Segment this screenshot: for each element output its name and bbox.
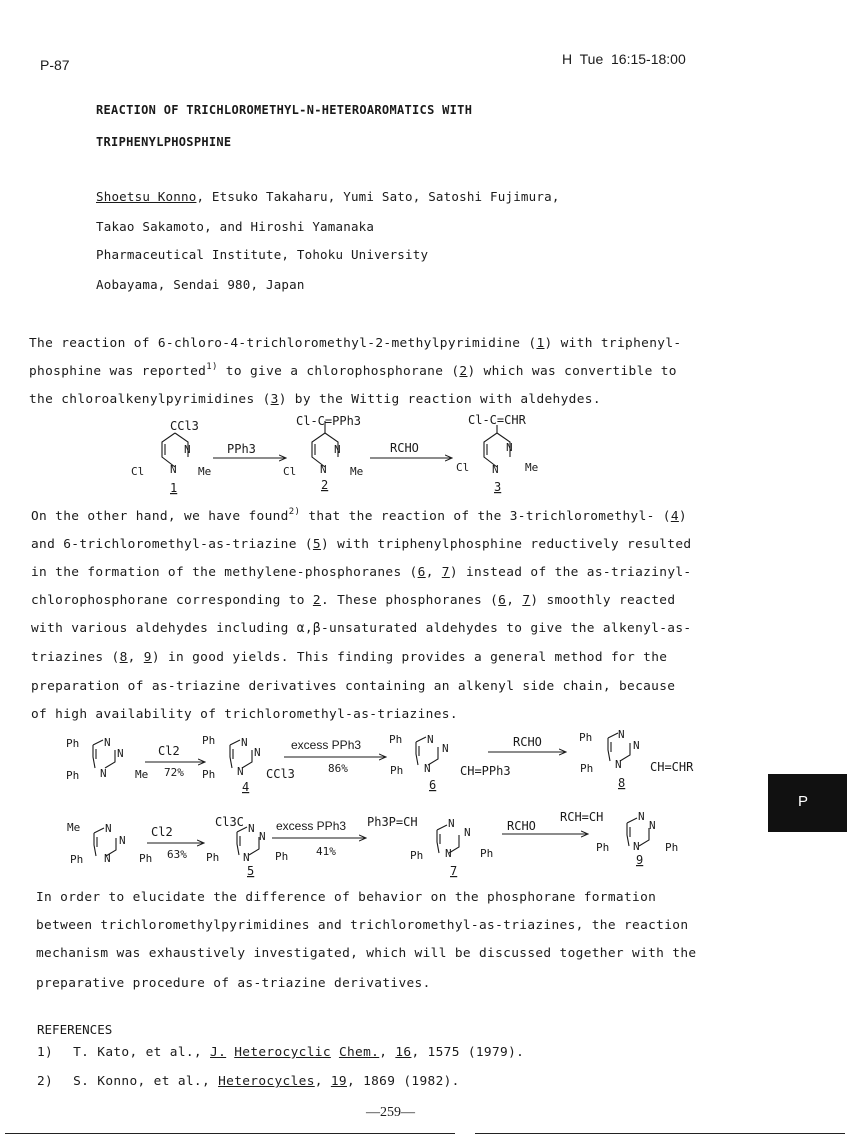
text: [331, 1045, 339, 1060]
c8-n1: N: [618, 728, 625, 741]
c9-substituent: RCH=CH: [560, 810, 604, 824]
c5-substituent: Cl3C: [215, 815, 244, 829]
reference-number: 2): [37, 1074, 54, 1089]
sm2-ph1: Ph: [70, 853, 84, 866]
text: to give a chlorophosphorane (: [217, 364, 460, 379]
text: S. Konno, et al.,: [73, 1074, 219, 1089]
compound-3-label: 3: [494, 480, 502, 494]
text: ) by the Wittig reaction with aldehydes.: [278, 392, 601, 407]
compound-2-label: 2: [321, 478, 329, 492]
c6-substituent: CH=PPh3: [460, 764, 511, 778]
text: ) instead of the as-triazinyl-: [449, 565, 692, 580]
compound-ref: 6: [498, 593, 507, 608]
compound-ref: 2: [459, 364, 468, 379]
c8-ph2: Ph: [580, 762, 594, 775]
sm2-me: Me: [67, 821, 81, 834]
affiliation-line1: Pharmaceutical Institute, Tohoku University: [96, 247, 429, 262]
text: the chloroalkenylpyrimidines (: [29, 392, 271, 407]
compound-2-n: N: [334, 443, 341, 456]
compound-1-n2: N: [170, 463, 177, 476]
sm2-ph2: Ph: [139, 852, 153, 865]
compound-2-substituent: Cl-C=PPh3: [296, 414, 362, 428]
page-number: —259—: [366, 1105, 415, 1120]
compound-2-n2: N: [320, 463, 327, 476]
text: that the reaction of the 3-trichloromethyl- (: [300, 509, 671, 524]
text: On the other hand, we have found: [31, 509, 289, 524]
compound-3-n2: N: [492, 463, 499, 476]
c9-ph2: Ph: [665, 841, 679, 854]
text: phosphine was reported: [29, 364, 207, 379]
c5-n3: N: [243, 851, 250, 864]
text: ,: [379, 1045, 396, 1060]
r2-a1-yield: 63%: [167, 848, 187, 861]
c8-n2: N: [633, 739, 640, 752]
para2-line5: with various aldehydes including α,β-unsaturated aldehydes to give the alkenyl-as-: [31, 621, 692, 636]
r1-a2-yield: 86%: [328, 762, 348, 775]
c8-n3: N: [615, 758, 622, 771]
arrow2-reagent: RCHO: [390, 441, 419, 455]
text: and 6-trichloromethyl-as-triazine (: [31, 537, 313, 552]
session-time: H Tue 16:15-18:00: [562, 51, 686, 67]
c9-n3: N: [633, 840, 640, 853]
r1-a3-reagent: RCHO: [513, 735, 542, 749]
c7-ph2: Ph: [480, 847, 494, 860]
presenting-author: Shoetsu Konno: [96, 189, 197, 204]
sm1-me: Me: [135, 768, 149, 781]
text: triazines (: [31, 650, 120, 665]
c9-n2: N: [649, 819, 656, 832]
compound-ref: 1: [536, 336, 545, 351]
text: ) with triphenyl-: [544, 336, 682, 351]
c7-n2: N: [464, 826, 471, 839]
c5-n2: N: [259, 830, 266, 843]
c8-ph1: Ph: [579, 731, 593, 744]
volume: 16: [395, 1045, 412, 1060]
compound-ref: 8: [119, 650, 128, 665]
sm1-n2: N: [117, 747, 124, 760]
sm1-ph2: Ph: [66, 769, 80, 782]
text: ,: [314, 1074, 331, 1089]
citation: 1): [206, 362, 218, 372]
c8-substituent: CH=CHR: [650, 760, 694, 774]
c7-ph1: Ph: [410, 849, 424, 862]
para3-line2: between trichloromethylpyrimidines and trichloromethyl-as-triazines, the reaction: [36, 918, 689, 933]
compound-2-me: Me: [350, 465, 364, 478]
r1-a1-yield: 72%: [164, 766, 184, 779]
sm1-n3: N: [100, 767, 107, 780]
c5-ph2: Ph: [275, 850, 289, 863]
reference-1: [37, 1045, 524, 1060]
journal: Heterocycles: [218, 1074, 315, 1089]
journal: J.: [210, 1045, 227, 1060]
para2-line8: of high availability of trichloromethyl-as-triazines.: [31, 707, 458, 722]
compound-3-me: Me: [525, 461, 539, 474]
text: ): [678, 509, 687, 524]
text: chlorophosphorane corresponding to: [31, 593, 313, 608]
compound-9-label: 9: [636, 853, 644, 867]
c4-n3: N: [237, 765, 244, 778]
c6-n3: N: [424, 762, 431, 775]
para3-line3: mechanism was exhaustively investigated, which will be discussed together with the: [36, 946, 697, 961]
c5-n1: N: [248, 822, 255, 835]
text: , 1575 (1979).: [411, 1045, 525, 1060]
sm1-n1: N: [104, 736, 111, 749]
text: , 1869 (1982).: [346, 1074, 460, 1089]
text: ) which was convertible to: [467, 364, 677, 379]
footer-rule-right: [475, 1133, 845, 1134]
compound-6-label: 6: [429, 778, 437, 792]
compound-1-substituent: CCl3: [170, 419, 199, 433]
text: [226, 1045, 234, 1060]
sm2-n1: N: [105, 822, 112, 835]
para2-line7: preparation of as-triazine derivatives containing an alkenyl side chain, because: [31, 679, 676, 694]
r2-a1-reagent: Cl2: [151, 825, 173, 839]
compound-3-cl: Cl: [456, 461, 470, 474]
r2-a3-reagent: RCHO: [507, 819, 536, 833]
c4-ph2: Ph: [202, 768, 216, 781]
compound-2-cl: Cl: [283, 465, 297, 478]
c6-ph2: Ph: [390, 764, 404, 777]
compound-ref: 7: [441, 565, 450, 580]
compound-ref: 4: [670, 509, 679, 524]
journal: Heterocyclic: [234, 1045, 331, 1060]
compound-1-cl: Cl: [131, 465, 145, 478]
c5-ph1: Ph: [206, 851, 220, 864]
c6-ph1: Ph: [389, 733, 403, 746]
c4-n1: N: [241, 736, 248, 749]
r1-a1-reagent: Cl2: [158, 744, 180, 758]
compound-3-n: N: [506, 441, 513, 454]
para3-line1: In order to elucidate the difference of behavior on the phosphorane formation: [36, 890, 657, 905]
r1-a2-reagent: excess PPh3: [291, 738, 362, 752]
section-tab: [768, 774, 847, 832]
compound-ref: 5: [312, 537, 321, 552]
arrow1-reagent: PPh3: [227, 442, 256, 456]
sm1-ph1: Ph: [66, 737, 80, 750]
r2-a2-reagent: excess PPh3: [276, 819, 347, 833]
text: ) in good yields. This finding provides a general method for the: [151, 650, 668, 665]
text: ) smoothly reacted: [530, 593, 676, 608]
abstract-code: P-87: [40, 57, 70, 73]
compound-7-label: 7: [450, 864, 458, 878]
paper-title-line1: REACTION OF TRICHLOROMETHYL-N-HETEROAROMATICS WITH: [96, 103, 473, 117]
para3-line4: preparative procedure of as-triazine derivatives.: [36, 976, 431, 991]
text: . These phosphoranes (: [320, 593, 499, 608]
compound-1-me: Me: [198, 465, 212, 478]
compound-4-label: 4: [242, 780, 250, 794]
citation: 2): [288, 507, 301, 517]
c6-n1: N: [427, 733, 434, 746]
compound-ref: 3: [270, 392, 279, 407]
text: ) with triphenylphosphine reductively resulted: [320, 537, 692, 552]
authors-line2: Takao Sakamoto, and Hiroshi Yamanaka: [96, 219, 375, 234]
footer-rule-left: [5, 1133, 455, 1134]
text: The reaction of 6-chloro-4-trichloromethyl-2-methylpyrimidine (: [29, 336, 537, 351]
compound-5-label: 5: [247, 864, 255, 878]
r2-a2-yield: 41%: [316, 845, 336, 858]
sm2-n3: N: [104, 852, 111, 865]
c7-n1: N: [448, 817, 455, 830]
compound-8-label: 8: [618, 776, 626, 790]
compound-ref: 7: [522, 593, 531, 608]
text: in the formation of the methylene-phosphoranes (: [31, 565, 418, 580]
compound-ref: 9: [143, 650, 152, 665]
compound-1-label: 1: [170, 481, 178, 495]
section-tab-label: P: [798, 793, 809, 810]
c4-ph1: Ph: [202, 734, 216, 747]
compound-1-n: N: [184, 443, 191, 456]
c9-n1: N: [638, 810, 645, 823]
reference-2: [37, 1074, 460, 1089]
sm2-n2: N: [119, 834, 126, 847]
paper-title-line2: TRIPHENYLPHOSPHINE: [96, 135, 232, 149]
c4-substituent: CCl3: [266, 767, 295, 781]
c7-n3: N: [445, 847, 452, 860]
text: ,: [506, 593, 523, 608]
journal: Chem.: [338, 1045, 380, 1060]
c6-n2: N: [442, 742, 449, 755]
reference-number: 1): [37, 1045, 54, 1060]
text: ,: [127, 650, 144, 665]
compound-ref: 6: [417, 565, 426, 580]
compound-ref: 2: [312, 593, 321, 608]
text: ,: [425, 565, 442, 580]
authors-rest: , Etsuko Takaharu, Yumi Sato, Satoshi Fujimura,: [196, 189, 560, 204]
volume: 19: [330, 1074, 347, 1089]
c9-ph1: Ph: [596, 841, 610, 854]
compound-3-substituent: Cl-C=CHR: [468, 413, 526, 427]
affiliation-line2: Aobayama, Sendai 980, Japan: [96, 277, 305, 292]
text: T. Kato, et al.,: [73, 1045, 211, 1060]
c7-substituent: Ph3P=CH: [367, 815, 418, 829]
c4-n2: N: [254, 746, 261, 759]
references-heading: REFERENCES: [37, 1022, 113, 1037]
